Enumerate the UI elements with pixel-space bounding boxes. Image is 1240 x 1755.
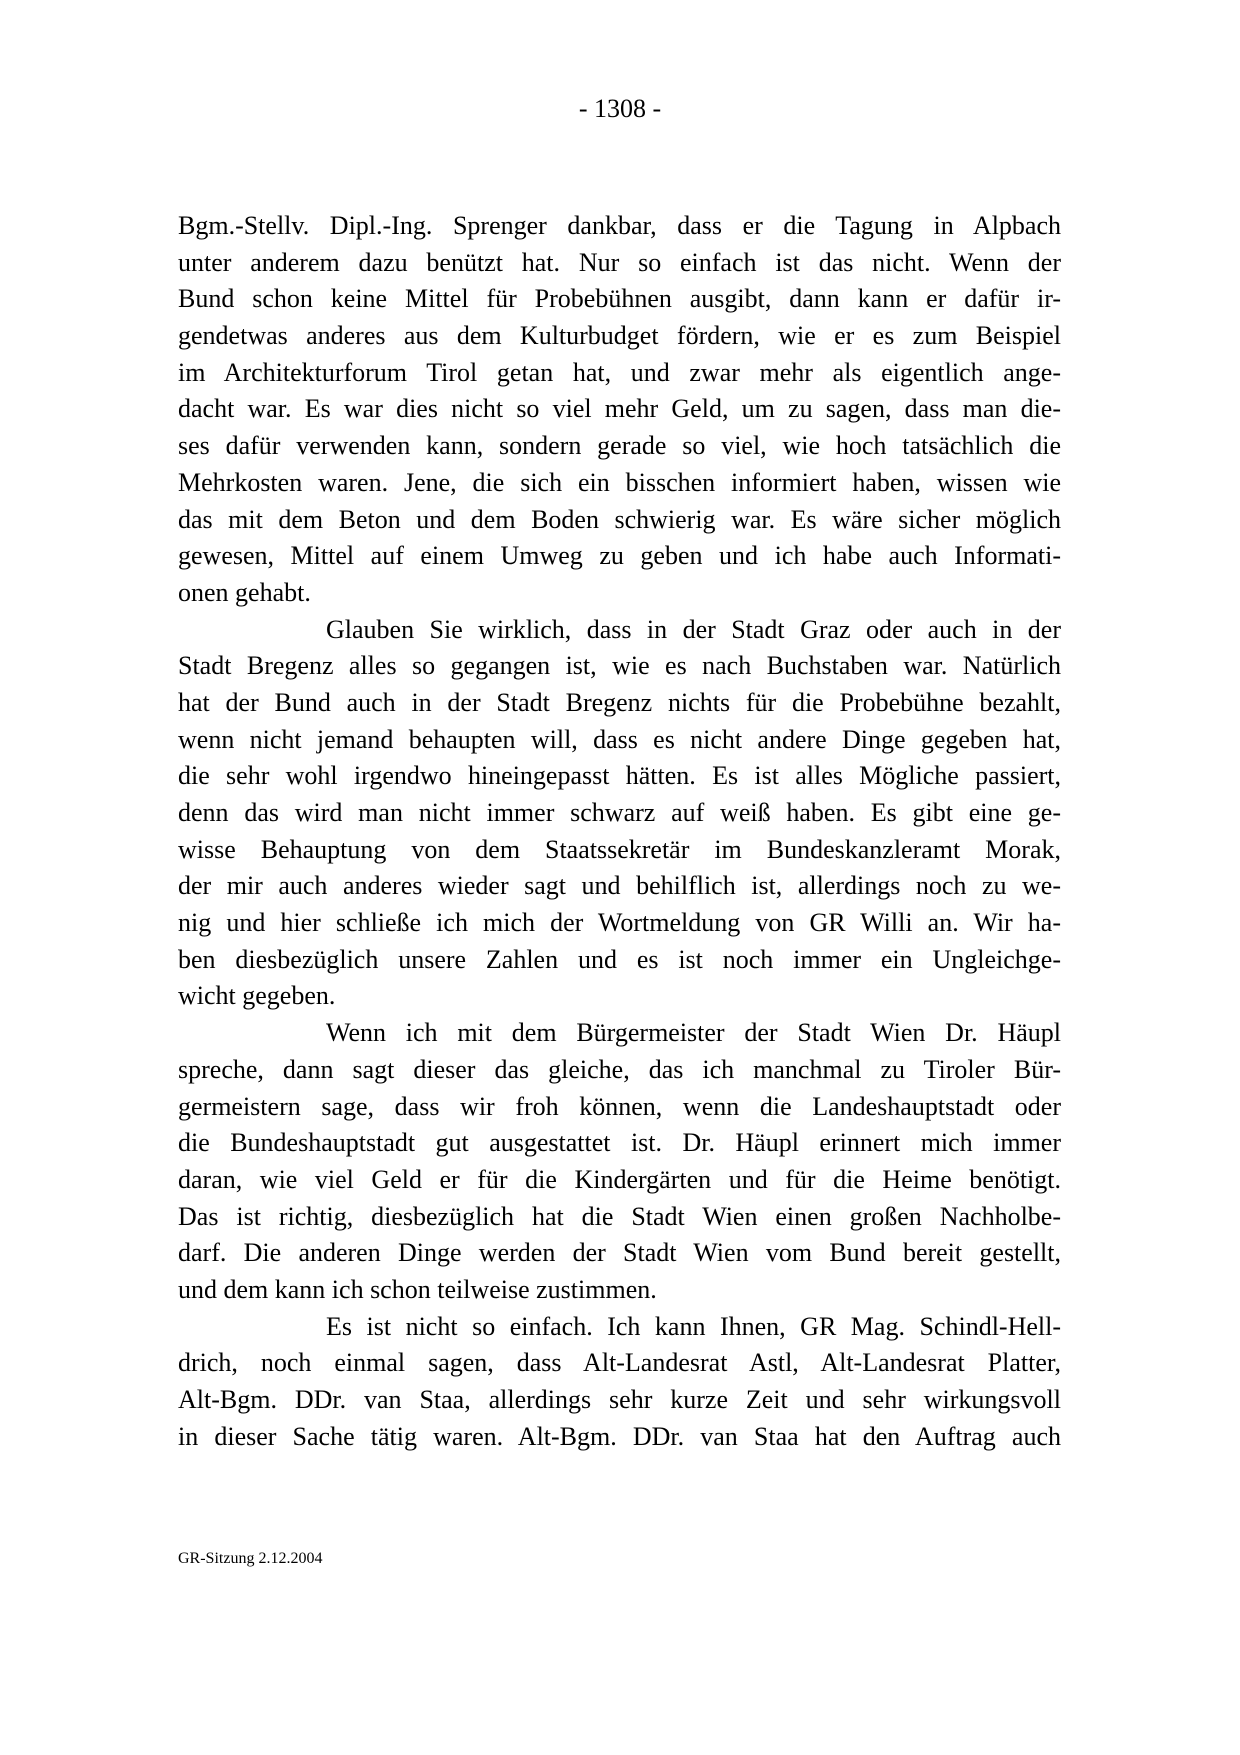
text-line: hat der Bund auch in der Stadt Bregenz nichts für die Probebühne bezahlt, — [178, 687, 1061, 717]
text-line: ses dafür verwenden kann, sondern gerade so viel, wie hoch tatsächlich die — [178, 431, 1061, 461]
text-line: und dem kann ich schon teilweise zustimmen. — [178, 1274, 657, 1304]
text-line: spreche, dann sagt dieser das gleiche, das ich manchmal zu Tiroler Bür- — [178, 1054, 1061, 1084]
text-line: dacht war. Es war dies nicht so viel mehr Geld, um zu sagen, dass man die- — [178, 394, 1061, 424]
page-footer: GR-Sitzung 2.12.2004 — [178, 1550, 323, 1567]
text-line: die Bundeshauptstadt gut ausgestattet ist. Dr. Häupl erinnert mich immer — [178, 1128, 1061, 1158]
text-line: der mir auch anderes wieder sagt und behilflich ist, allerdings noch zu we- — [178, 871, 1061, 901]
text-line: ben diesbezüglich unsere Zahlen und es ist noch immer ein Ungleichge- — [178, 944, 1061, 974]
text-line: Glauben Sie wirklich, dass in der Stadt Graz oder auch in der — [326, 614, 1061, 644]
text-line: nig und hier schließe ich mich der Wortmeldung von GR Willi an. Wir ha- — [178, 908, 1061, 938]
paragraph — [178, 612, 1061, 1016]
text-line: das mit dem Beton und dem Boden schwierig war. Es wäre sicher möglich — [178, 504, 1061, 534]
text-line: im Architekturforum Tirol getan hat, und zwar mehr als eigentlich ange- — [178, 357, 1061, 387]
text-line: drich, noch einmal sagen, dass Alt-Landesrat Astl, Alt-Landesrat Platter, — [178, 1348, 1061, 1378]
text-line: wicht gegeben. — [178, 981, 336, 1011]
text-line: Stadt Bregenz alles so gegangen ist, wie es nach Buchstaben war. Natürlich — [178, 651, 1061, 681]
page-number: - 1308 - — [578, 94, 662, 123]
paragraph — [178, 208, 1061, 612]
text-line: Das ist richtig, diesbezüglich hat die Stadt Wien einen großen Nachholbe- — [178, 1201, 1061, 1231]
text-line: unter anderem dazu benützt hat. Nur so einfach ist das nicht. Wenn der — [178, 247, 1061, 277]
text-line: Bund schon keine Mittel für Probebühnen ausgibt, dann kann er dafür ir- — [178, 284, 1061, 314]
text-line: onen gehabt. — [178, 577, 311, 607]
text-line: denn das wird man nicht immer schwarz auf weiß haben. Es gibt eine ge- — [178, 798, 1061, 827]
text-line: darf. Die anderen Dinge werden der Stadt Wien vom Bund bereit gestellt, — [178, 1238, 1061, 1268]
text-line: wenn nicht jemand behaupten will, dass es nicht andere Dinge gegeben hat, — [178, 724, 1061, 754]
document-body — [178, 208, 1061, 1455]
paragraph — [178, 1015, 1061, 1309]
paragraph — [178, 1309, 1061, 1456]
text-line: wisse Behauptung von dem Staatssekretär im Bundeskanzleramt Morak, — [178, 834, 1061, 864]
text-line: gewesen, Mittel auf einem Umweg zu geben und ich habe auch Informati- — [178, 541, 1061, 571]
text-line: Wenn ich mit dem Bürgermeister der Stadt Wien Dr. Häupl — [326, 1018, 1061, 1048]
text-line: germeistern sage, dass wir froh können, wenn die Landeshauptstadt oder — [178, 1091, 1061, 1121]
text-line: die sehr wohl irgendwo hineingepasst hätten. Es ist alles Mögliche passiert, — [178, 761, 1061, 791]
text-line: Es ist nicht so einfach. Ich kann Ihnen, GR Mag. Schindl-Hell- — [326, 1311, 1061, 1341]
text-line: Alt-Bgm. DDr. van Staa, allerdings sehr kurze Zeit und sehr wirkungsvoll — [178, 1385, 1061, 1414]
text-line: Bgm.-Stellv. Dipl.-Ing. Sprenger dankbar, dass er die Tagung in Alpbach — [178, 211, 1061, 240]
text-line: gendetwas anderes aus dem Kulturbudget fördern, wie er es zum Beispiel — [178, 321, 1061, 351]
text-line: daran, wie viel Geld er für die Kindergärten und für die Heime benötigt. — [178, 1164, 1061, 1194]
text-line: Mehrkosten waren. Jene, die sich ein bisschen informiert haben, wissen wie — [178, 467, 1061, 497]
text-line: in dieser Sache tätig waren. Alt-Bgm. DDr. van Staa hat den Auftrag auch — [178, 1421, 1061, 1451]
